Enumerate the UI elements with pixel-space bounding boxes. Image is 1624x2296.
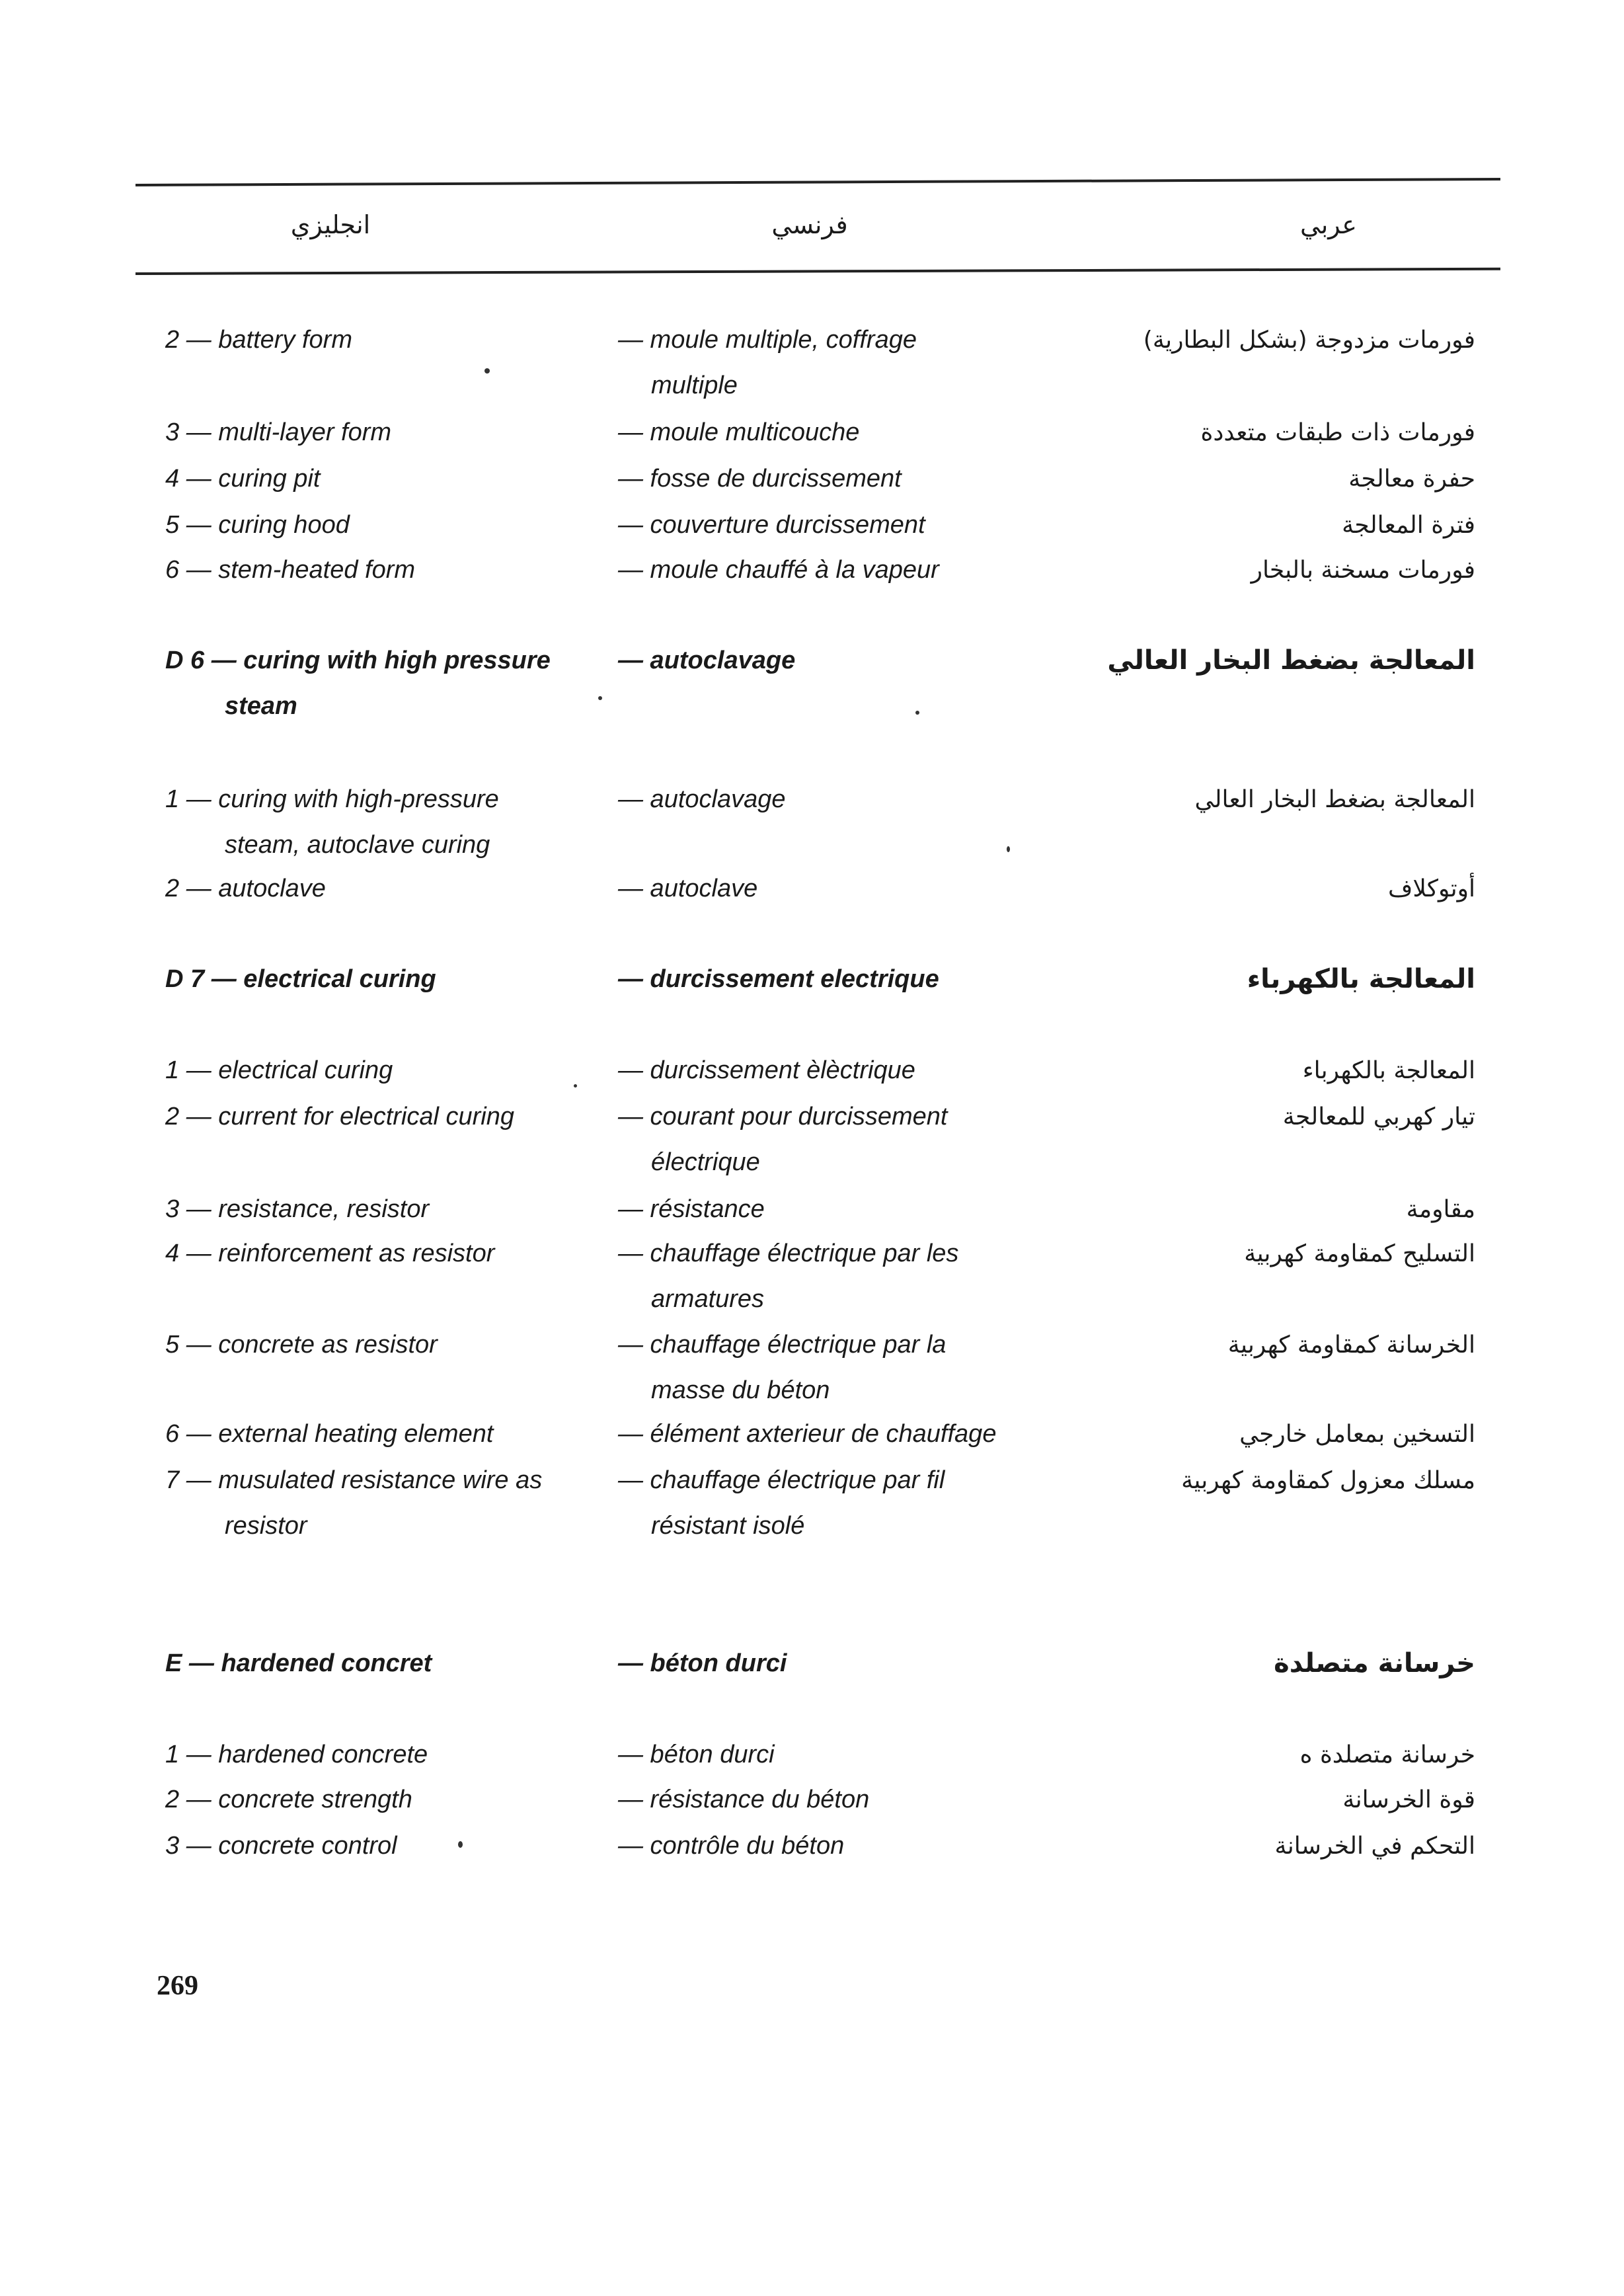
english-term-continuation: steam — [225, 692, 297, 720]
french-term-text: — béton durci — [618, 1649, 787, 1677]
arabic-term: التحكم في الخرسانة — [1274, 1833, 1475, 1860]
english-term — [165, 456, 601, 502]
english-term — [165, 1777, 601, 1823]
english-term — [165, 1231, 601, 1277]
french-term-text: — couverture durcissement — [618, 511, 925, 539]
english-term-text: 5 — concrete as resistor — [165, 1331, 438, 1359]
french-term-text: — chauffage électrique par la — [618, 1331, 947, 1359]
scan-speck — [574, 1084, 577, 1088]
french-term-text: — durcissement electrique — [618, 965, 939, 993]
english-term-text: 2 — autoclave — [165, 875, 326, 902]
french-term-text: — moule multicouche — [618, 418, 860, 446]
french-term-text: — élément axterieur de chauffage — [618, 1420, 997, 1448]
english-term — [165, 1048, 601, 1093]
english-term — [165, 1322, 601, 1368]
column-header-english: انجليزي — [290, 210, 371, 239]
arabic-term: أوتوكلاف — [1388, 875, 1475, 902]
english-term-text: 4 — curing pit — [165, 465, 321, 493]
arabic-term: المعالجة بالكهرباء — [1247, 964, 1475, 994]
english-term-text: 6 — stem-heated form — [165, 556, 416, 584]
english-term — [165, 1732, 601, 1778]
french-term-continuation: multiple — [651, 372, 738, 399]
french-term-continuation: masse du béton — [651, 1376, 830, 1404]
english-term-text: 1 — hardened concrete — [165, 1741, 428, 1768]
english-term — [165, 410, 601, 455]
english-term — [165, 1411, 601, 1457]
english-term-text: 2 — concrete strength — [165, 1786, 412, 1813]
header-top-rule — [135, 178, 1500, 186]
english-term-text: 4 — reinforcement as resistor — [165, 1240, 495, 1267]
english-term — [165, 1458, 601, 1549]
french-term-continuation: armatures — [651, 1285, 765, 1313]
english-term-text: 2 — battery form — [165, 326, 352, 354]
english-term — [165, 866, 601, 912]
english-term — [165, 547, 601, 593]
scan-speck — [598, 696, 602, 700]
french-term-text: — courant pour durcissement — [618, 1103, 948, 1130]
arabic-term: فترة المعالجة — [1342, 512, 1475, 539]
french-term-text: — béton durci — [618, 1741, 775, 1768]
arabic-term: مسلك معزول كمقاومة كهربية — [1181, 1467, 1475, 1494]
arabic-term: قوة الخرسانة — [1342, 1786, 1475, 1813]
french-term-text: — contrôle du béton — [618, 1832, 845, 1860]
english-term — [165, 1094, 601, 1140]
arabic-term: تيار كهربي للمعالجة — [1282, 1103, 1475, 1130]
arabic-term: فورمات مزدوجة (بشكل البطارية) — [1143, 327, 1475, 354]
english-term-continuation: steam, autoclave curing — [225, 831, 490, 859]
french-term-text: — résistance — [618, 1195, 765, 1223]
english-term-text: D 7 — electrical curing — [165, 965, 436, 993]
english-term — [165, 1823, 601, 1869]
arabic-term: حفرة معالجة — [1348, 465, 1475, 493]
page-number: 269 — [157, 1971, 198, 2001]
english-term-text: 5 — curing hood — [165, 511, 350, 539]
scan-speck — [458, 1841, 463, 1848]
english-term-text: 1 — curing with high-pressure — [165, 785, 499, 813]
arabic-term: خرسانة متصلدة — [1274, 1648, 1475, 1679]
french-term-text: — autoclavage — [618, 785, 786, 813]
french-term-text: — chauffage électrique par les — [618, 1240, 959, 1267]
french-term-continuation: résistant isolé — [651, 1512, 805, 1540]
english-term-text: 3 — concrete control — [165, 1832, 397, 1860]
english-term — [165, 502, 601, 548]
arabic-term: فورمات مسخنة بالبخار — [1251, 557, 1475, 584]
english-term-text: 6 — external heating element — [165, 1420, 494, 1448]
english-term-text: E — hardened concret — [165, 1649, 432, 1677]
arabic-term: فورمات ذات طبقات متعددة — [1200, 419, 1475, 446]
arabic-term: المعالجة بالكهرباء — [1302, 1057, 1475, 1084]
english-term — [165, 1641, 601, 1686]
english-term — [165, 317, 601, 363]
english-term — [165, 638, 601, 729]
arabic-term: المعالجة بضغط البخار العالي — [1194, 786, 1475, 813]
header-bottom-rule — [135, 268, 1500, 275]
scan-speck — [484, 368, 490, 374]
column-header-french: فرنسي — [771, 210, 848, 239]
arabic-term: المعالجة بضغط البخار العالي — [1107, 645, 1475, 676]
french-term-text: — durcissement èlèctrique — [618, 1056, 915, 1084]
arabic-term: مقاومة — [1406, 1196, 1475, 1223]
french-term-text: — moule multiple, coffrage — [618, 326, 917, 354]
english-term — [165, 957, 601, 1002]
english-term-text: D 6 — curing with high pressure — [165, 647, 551, 674]
arabic-term: خرسانة متصلدة ه — [1299, 1741, 1475, 1768]
french-term-continuation: électrique — [651, 1148, 760, 1176]
english-term-text: 3 — multi-layer form — [165, 418, 392, 446]
scan-speck — [915, 711, 919, 715]
english-term — [165, 1187, 601, 1232]
french-term-text: — autoclavage — [618, 647, 796, 674]
french-term-text: — chauffage électrique par fil — [618, 1466, 945, 1494]
english-term-text: 3 — resistance, resistor — [165, 1195, 430, 1223]
scan-speck — [1007, 846, 1010, 852]
english-term-text: 1 — electrical curing — [165, 1056, 393, 1084]
french-term-text: — résistance du béton — [618, 1786, 870, 1813]
english-term-text: 7 — musulated resistance wire as — [165, 1466, 543, 1494]
arabic-term: التسليح كمقاومة كهربية — [1244, 1240, 1475, 1267]
french-term-text: — fosse de durcissement — [618, 465, 902, 493]
column-header-arabic: عربي — [1300, 210, 1357, 239]
english-term — [165, 777, 601, 868]
arabic-term: التسخين بمعامل خارجي — [1239, 1421, 1475, 1448]
french-term-text: — autoclave — [618, 875, 758, 902]
arabic-term: الخرسانة كمقاومة كهربية — [1227, 1331, 1475, 1359]
french-term-text: — moule chauffé à la vapeur — [618, 556, 939, 584]
english-term-continuation: resistor — [225, 1512, 307, 1540]
english-term-text: 2 — current for electrical curing — [165, 1103, 514, 1130]
